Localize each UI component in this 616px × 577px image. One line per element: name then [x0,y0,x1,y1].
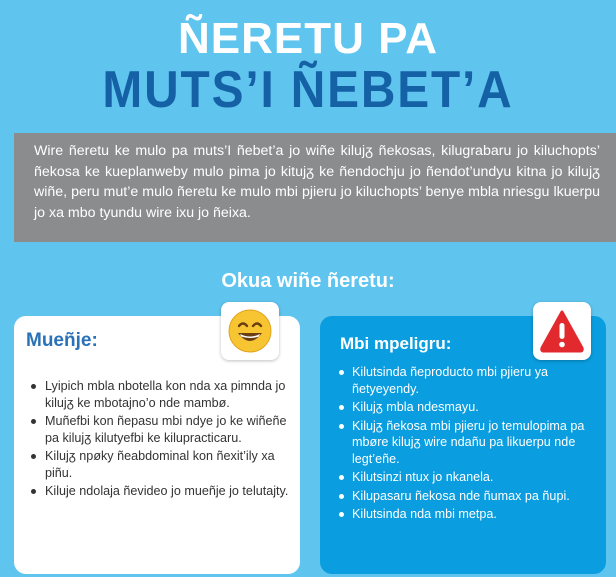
list-item: Kilutsinda ñeproducto mbi pjieru ya ñetyeyendy. [336,364,596,397]
warning-icon [533,302,591,360]
list-item: Kilupasaru ñekosa nde ñumax pa ñupi. [336,488,596,505]
list-item: Lyipich mbla nbotella kon nda xa pimnda jo kilujᵹ ke mbotajno’o nde mambø. [28,378,290,411]
list-item: Kilujᵹ mbla ndesmayu. [336,399,596,416]
left-card-heading: Mueñje: [26,330,98,351]
right-card-list [336,364,596,525]
page-title-line1: ÑERETU PA [178,14,438,63]
section-subtitle: Okua wiñe ñeretu: [221,270,395,292]
list-item: Muñefbi kon ñepasu mbi ndye jo ke wiñeñe pa kilujᵹ kilutyefbi ke kilupracticaru. [28,413,290,446]
list-item: Kilutsinda nda mbi metpa. [336,506,596,523]
list-item: Kilutsinzi ntux jo nkanela. [336,469,596,486]
grinning-face-icon [221,302,279,360]
left-card-list [28,378,290,502]
list-item: Kilujᵹ npøky ñeabdominal kon ñexit’ily xa piñu. [28,448,290,481]
page-title-line2: MUTS’I ÑEBET’A [102,61,514,119]
list-item: Kiluje ndolaja ñevideo jo mueñje jo telutajty. [28,483,290,500]
list-item: Kilujᵹ ñekosa mbi pjieru jo temulopima pa mbøre kilujᵹ wire ndañu pa likuerpu nde legt’eñe. [336,418,596,468]
right-card-heading: Mbi mpeligru: [340,334,452,353]
intro-paragraph: Wire ñeretu ke mulo pa muts’I ñebet’a jo wiñe kilujᵹ ñekosas, kilugrabaru jo kiluchopts’ ñekosa ke kueplanweby mulo pima jo kitujᵹ ke ñendochju jo ñendot’undyu kitna jo kilujᵹ wiñe, peru mut’e mulo ñeretu ke mulo mbi pjieru jo kiluchopts’ benye mbla nriesgu lkuerpu jo xa mbo tyundu wire ixu jo ñeixa. [14,133,616,242]
